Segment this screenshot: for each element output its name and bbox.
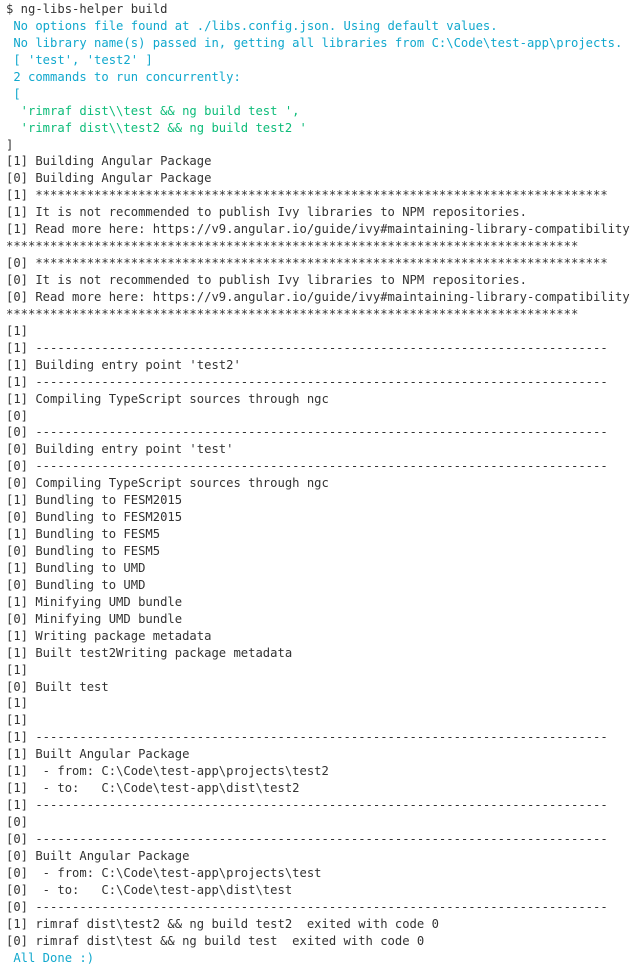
terminal-line: No options file found at ./libs.config.json. Using default values. [6, 18, 638, 35]
terminal-line: [0] ------------------------------------------------------------------------------ [6, 424, 638, 441]
terminal-line: [0] - to: C:\Code\test-app\dist\test [6, 882, 638, 899]
terminal-line: [1] Bundling to UMD [6, 560, 638, 577]
terminal-line: [1] Bundling to FESM2015 [6, 492, 638, 509]
terminal-line: [0] Building Angular Package [6, 170, 638, 187]
terminal-line: [0] [6, 408, 638, 425]
terminal-line: No library name(s) passed in, getting all libraries from C:\Code\test-app\projects. [6, 35, 638, 52]
terminal-line: [1] ------------------------------------------------------------------------------ [6, 729, 638, 746]
terminal-line: [0] ****************************************************************************** [6, 255, 638, 272]
terminal-line: [1] Built Angular Package [6, 746, 638, 763]
terminal-line: [ 'test', 'test2' ] [6, 52, 638, 69]
terminal-line: [1] Read more here: https://v9.angular.io/guide/ivy#maintaining-library-compatibility [6, 221, 638, 238]
terminal-line: [1] Bundling to FESM5 [6, 526, 638, 543]
terminal-line: [1] It is not recommended to publish Ivy libraries to NPM repositories. [6, 204, 638, 221]
terminal-line: [0] Minifying UMD bundle [6, 611, 638, 628]
terminal-line: [0] [6, 814, 638, 831]
terminal-line: [ [6, 86, 638, 103]
terminal-line: [0] Built test [6, 679, 638, 696]
terminal-line: [1] - to: C:\Code\test-app\dist\test2 [6, 780, 638, 797]
terminal-line: [0] Bundling to UMD [6, 577, 638, 594]
terminal-line: [1] [6, 323, 638, 340]
terminal-line: [0] Compiling TypeScript sources through ngc [6, 475, 638, 492]
terminal-line: [1] ------------------------------------------------------------------------------ [6, 340, 638, 357]
terminal-line: $ ng-libs-helper build [6, 1, 638, 18]
terminal-line: [1] Building entry point 'test2' [6, 357, 638, 374]
terminal-line: [1] Built test2Writing package metadata [6, 645, 638, 662]
terminal-line: ****************************************************************************** [6, 238, 638, 255]
terminal-line: [1] Minifying UMD bundle [6, 594, 638, 611]
terminal-line: [1] rimraf dist\test2 && ng build test2 exited with code 0 [6, 916, 638, 933]
terminal-line: [0] rimraf dist\test && ng build test exited with code 0 [6, 933, 638, 950]
terminal-line: [0] ------------------------------------------------------------------------------ [6, 831, 638, 848]
terminal-line: [1] ****************************************************************************** [6, 187, 638, 204]
terminal-line: [0] Bundling to FESM5 [6, 543, 638, 560]
terminal-line: [0] Read more here: https://v9.angular.io/guide/ivy#maintaining-library-compatibility [6, 289, 638, 306]
terminal-line: 'rimraf dist\\test2 && ng build test2 ' [6, 120, 638, 137]
terminal-line: [1] Writing package metadata [6, 628, 638, 645]
terminal-line: ] [6, 137, 638, 154]
terminal-line: 2 commands to run concurrently: [6, 69, 638, 86]
terminal-line: [1] ------------------------------------------------------------------------------ [6, 374, 638, 391]
terminal-line: [0] Bundling to FESM2015 [6, 509, 638, 526]
terminal-line: [0] Building entry point 'test' [6, 441, 638, 458]
terminal-line: ****************************************************************************** [6, 306, 638, 323]
terminal-line: [1] Building Angular Package [6, 153, 638, 170]
terminal-line: [1] Compiling TypeScript sources through ngc [6, 391, 638, 408]
terminal-line: [1] [6, 662, 638, 679]
terminal-line: [0] It is not recommended to publish Ivy libraries to NPM repositories. [6, 272, 638, 289]
terminal-line: [0] Built Angular Package [6, 848, 638, 865]
terminal-line: [1] [6, 695, 638, 712]
terminal-line: [0] ------------------------------------------------------------------------------ [6, 899, 638, 916]
terminal-line: [1] ------------------------------------------------------------------------------ [6, 797, 638, 814]
terminal-line: [1] [6, 712, 638, 729]
terminal-line: [0] - from: C:\Code\test-app\projects\test [6, 865, 638, 882]
terminal-line: [1] - from: C:\Code\test-app\projects\test2 [6, 763, 638, 780]
terminal-line: [0] ------------------------------------------------------------------------------ [6, 458, 638, 475]
terminal-line: All Done :) [6, 950, 638, 966]
terminal-line: 'rimraf dist\\test && ng build test ', [6, 103, 638, 120]
